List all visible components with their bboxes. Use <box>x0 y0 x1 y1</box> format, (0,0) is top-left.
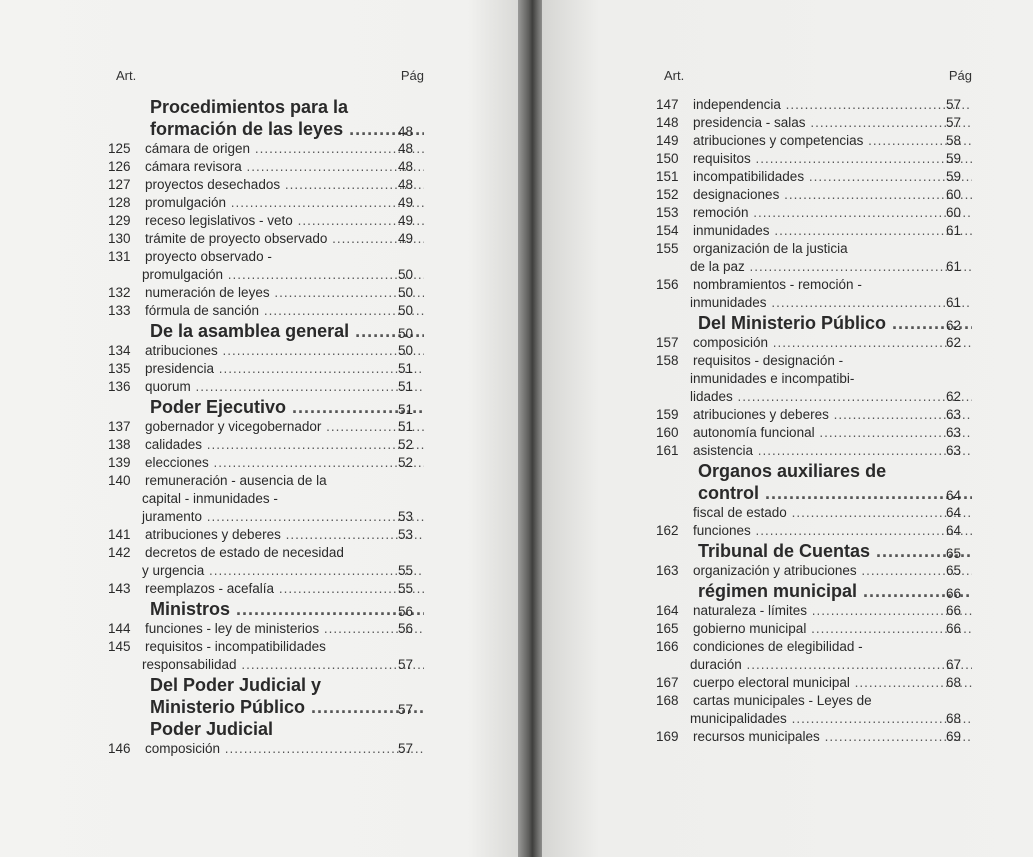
heading-text: Del Poder Judicial y <box>150 675 322 695</box>
index-entry <box>656 114 972 132</box>
index-entry <box>656 638 972 656</box>
index-entry <box>656 562 972 580</box>
page-number: 53 <box>398 509 414 524</box>
page-number: 57 <box>398 657 414 672</box>
page-number: 68 <box>946 675 962 690</box>
index-entry <box>108 158 424 176</box>
entry-text: cámara de origen ..... <box>108 140 424 158</box>
entry-text: presidencia ..... <box>108 360 424 378</box>
entry-text: reemplazos - acefalía ..... <box>108 580 424 598</box>
section-heading <box>656 460 972 482</box>
entry-text: elecciones ..... <box>108 454 424 472</box>
index-entry <box>108 212 424 230</box>
page-number: 59 <box>946 151 962 166</box>
heading-text: Del Ministerio Público ..... <box>656 312 972 334</box>
section-heading <box>108 674 424 696</box>
article-number: 157 <box>656 335 679 350</box>
section-heading <box>108 96 424 118</box>
entry-text: atribuciones y competencias ..... <box>656 132 972 150</box>
page-number: 52 <box>398 437 414 452</box>
section-heading <box>656 540 972 562</box>
index-entry-continuation <box>108 266 424 284</box>
article-number: 138 <box>108 437 131 452</box>
article-number: 145 <box>108 639 131 654</box>
index-entry-continuation <box>656 294 972 312</box>
entry-text: funciones ..... <box>656 522 972 540</box>
entry-text: presidencia - salas ..... <box>656 114 972 132</box>
article-number: 140 <box>108 473 131 488</box>
page-number: 61 <box>946 259 962 274</box>
entry-text: proyectos desechados ..... <box>108 176 424 194</box>
entry-text: decretos de estado de necesidad <box>145 545 344 560</box>
article-number: 168 <box>656 693 679 708</box>
index-entry <box>108 526 424 544</box>
section-heading <box>108 696 424 718</box>
section-heading <box>108 396 424 418</box>
index-entries <box>108 96 424 758</box>
page-number: 50 <box>398 267 414 282</box>
page-number: 50 <box>398 326 414 341</box>
page-number: 57 <box>946 115 962 130</box>
article-number: 130 <box>108 231 131 246</box>
page-number: 50 <box>398 343 414 358</box>
article-number: 133 <box>108 303 131 318</box>
section-heading <box>108 118 424 140</box>
index-entry-continuation <box>108 508 424 526</box>
article-number: 142 <box>108 545 131 560</box>
article-number: 134 <box>108 343 131 358</box>
entry-text: gobernador y vicegobernador ..... <box>108 418 424 436</box>
article-number: 137 <box>108 419 131 434</box>
index-entry <box>656 240 972 258</box>
left-index-column <box>108 68 424 758</box>
index-entry-continuation <box>656 370 972 388</box>
section-heading <box>108 598 424 620</box>
page-number: 65 <box>946 563 962 578</box>
page-number: 58 <box>946 133 962 148</box>
page-number: 48 <box>398 177 414 192</box>
page-number: 63 <box>946 407 962 422</box>
heading-text: Procedimientos para la <box>150 97 349 117</box>
heading-text: control ..... <box>656 482 972 504</box>
index-entry <box>108 472 424 490</box>
index-entry <box>108 436 424 454</box>
article-number: 156 <box>656 277 679 292</box>
index-entry-continuation <box>656 656 972 674</box>
entry-text: funciones - ley de ministerios ..... <box>108 620 424 638</box>
article-number: 165 <box>656 621 679 636</box>
page-number: 57 <box>946 97 962 112</box>
entry-text: cámara revisora ..... <box>108 158 424 176</box>
index-entry <box>108 638 424 656</box>
index-entry <box>656 150 972 168</box>
entry-text: asistencia ..... <box>656 442 972 460</box>
section-heading <box>656 580 972 602</box>
article-number: 161 <box>656 443 679 458</box>
entry-text: cartas municipales - Leyes de <box>693 693 872 708</box>
heading-text: Tribunal de Cuentas ..... <box>656 540 972 562</box>
entry-text: inmunidades ..... <box>656 294 972 312</box>
entry-text: duración ..... <box>656 656 972 674</box>
art-header: Art. <box>664 68 685 83</box>
article-number: 149 <box>656 133 679 148</box>
entry-text: inmunidades e incompatibi- <box>690 371 855 386</box>
entry-text: proyecto observado - <box>145 249 272 264</box>
article-number: 166 <box>656 639 679 654</box>
article-number: 169 <box>656 729 679 744</box>
page-number: 64 <box>946 505 962 520</box>
page-number: 64 <box>946 488 962 503</box>
entry-text: atribuciones ..... <box>108 342 424 360</box>
page-number: 48 <box>398 124 414 139</box>
page-number: 63 <box>946 425 962 440</box>
entry-text: promulgación ..... <box>108 194 424 212</box>
index-entry <box>108 740 424 758</box>
article-number: 128 <box>108 195 131 210</box>
entry-text: requisitos - incompatibilidades <box>145 639 326 654</box>
article-number: 148 <box>656 115 679 130</box>
index-entry <box>108 302 424 320</box>
heading-text: De la asamblea general ..... <box>108 320 424 342</box>
index-entry <box>656 424 972 442</box>
index-entry <box>108 342 424 360</box>
article-number: 162 <box>656 523 679 538</box>
index-entry <box>656 186 972 204</box>
index-entry <box>656 602 972 620</box>
article-number: 151 <box>656 169 679 184</box>
page-number: 68 <box>946 711 962 726</box>
entry-text: receso legislativos - veto ..... <box>108 212 424 230</box>
heading-text: Ministros ..... <box>108 598 424 620</box>
page-number: 65 <box>946 546 962 561</box>
page-number: 66 <box>946 586 962 601</box>
article-number: 147 <box>656 97 679 112</box>
page-number: 51 <box>398 419 414 434</box>
article-number: 126 <box>108 159 131 174</box>
entry-text: independencia ..... <box>656 96 972 114</box>
entry-text: autonomía funcional ..... <box>656 424 972 442</box>
index-entry <box>108 176 424 194</box>
index-entry <box>656 674 972 692</box>
page-number: 51 <box>398 361 414 376</box>
page-number: 60 <box>946 187 962 202</box>
page-number: 63 <box>946 443 962 458</box>
entry-text: recursos municipales ..... <box>656 728 972 746</box>
page-header: Pág <box>948 68 972 83</box>
page-number: 49 <box>398 213 414 228</box>
entry-text: de la paz ..... <box>656 258 972 276</box>
entry-text: calidades ..... <box>108 436 424 454</box>
article-number: 163 <box>656 563 679 578</box>
index-entry <box>656 352 972 370</box>
entry-text: gobierno municipal ..... <box>656 620 972 638</box>
article-number: 129 <box>108 213 131 228</box>
entry-text: remoción ..... <box>656 204 972 222</box>
page-number: 59 <box>946 169 962 184</box>
page-number: 55 <box>398 581 414 596</box>
page-number: 48 <box>398 141 414 156</box>
page-number: 62 <box>946 335 962 350</box>
article-number: 127 <box>108 177 131 192</box>
article-number: 150 <box>656 151 679 166</box>
article-number: 153 <box>656 205 679 220</box>
heading-text: Ministerio Público ..... <box>108 696 424 718</box>
index-entry <box>108 194 424 212</box>
section-heading <box>656 482 972 504</box>
page-number: 53 <box>398 527 414 542</box>
index-entry <box>656 406 972 424</box>
article-number: 143 <box>108 581 131 596</box>
heading-text: formación de las leyes ..... <box>108 118 424 140</box>
article-number: 155 <box>656 241 679 256</box>
index-entry <box>108 580 424 598</box>
entry-text: fiscal de estado ..... <box>656 504 972 522</box>
entry-text: atribuciones y deberes ..... <box>108 526 424 544</box>
index-entry-continuation <box>656 710 972 728</box>
entry-text: designaciones ..... <box>656 186 972 204</box>
page-number: 50 <box>398 285 414 300</box>
index-entry <box>108 620 424 638</box>
index-entry <box>656 442 972 460</box>
index-entry <box>656 96 972 114</box>
heading-text: Poder Judicial <box>150 719 274 739</box>
page-number: 52 <box>398 455 414 470</box>
article-number: 144 <box>108 621 131 636</box>
entry-text: organización y atribuciones ..... <box>656 562 972 580</box>
page-number: 48 <box>398 159 414 174</box>
article-number: 125 <box>108 141 131 156</box>
index-entry <box>108 248 424 266</box>
index-entry-continuation <box>656 388 972 406</box>
page-number: 66 <box>946 621 962 636</box>
article-number: 160 <box>656 425 679 440</box>
heading-text: régimen municipal ..... <box>656 580 972 602</box>
page-number: 61 <box>946 223 962 238</box>
page-number: 51 <box>398 402 414 417</box>
index-entry-continuation <box>656 258 972 276</box>
page-number: 49 <box>398 231 414 246</box>
entry-text: organización de la justicia <box>693 241 848 256</box>
index-entry <box>108 544 424 562</box>
index-entry <box>656 222 972 240</box>
entry-text: promulgación ..... <box>108 266 424 284</box>
index-entry <box>656 132 972 150</box>
page-number: 49 <box>398 195 414 210</box>
index-entry <box>656 692 972 710</box>
page-number: 56 <box>398 621 414 636</box>
index-entry <box>656 728 972 746</box>
entry-text: quorum ..... <box>108 378 424 396</box>
article-number: 135 <box>108 361 131 376</box>
entry-text: condiciones de elegibilidad - <box>693 639 863 654</box>
entry-text: requisitos ..... <box>656 150 972 168</box>
page-number: 69 <box>946 729 962 744</box>
article-number: 146 <box>108 741 131 756</box>
article-number: 152 <box>656 187 679 202</box>
art-header: Art. <box>116 68 137 83</box>
index-entry <box>108 140 424 158</box>
entry-text: numeración de leyes ..... <box>108 284 424 302</box>
entry-text: composición ..... <box>108 740 424 758</box>
entry-text: composición ..... <box>656 334 972 352</box>
page-number: 51 <box>398 379 414 394</box>
index-entry <box>656 204 972 222</box>
page-number: 57 <box>398 702 414 717</box>
section-heading <box>108 718 424 740</box>
page-number: 55 <box>398 563 414 578</box>
entry-text: remuneración - ausencia de la <box>145 473 327 488</box>
heading-text: Poder Ejecutivo ..... <box>108 396 424 418</box>
article-number: 132 <box>108 285 131 300</box>
entry-text: trámite de proyecto observado ..... <box>108 230 424 248</box>
entry-text: naturaleza - límites ..... <box>656 602 972 620</box>
index-entry-continuation <box>108 656 424 674</box>
index-entry-continuation <box>108 490 424 508</box>
page-number: 50 <box>398 303 414 318</box>
page-number: 64 <box>946 523 962 538</box>
page-number: 62 <box>946 318 962 333</box>
index-entry <box>108 418 424 436</box>
page-number: 66 <box>946 603 962 618</box>
right-index-column <box>656 68 972 746</box>
book-gutter <box>518 0 542 857</box>
entry-text: nombramientos - remoción - <box>693 277 862 292</box>
page-number: 57 <box>398 741 414 756</box>
index-entry <box>108 230 424 248</box>
index-entries <box>656 96 972 746</box>
article-number: 139 <box>108 455 131 470</box>
index-entry <box>656 334 972 352</box>
article-number: 131 <box>108 249 131 264</box>
entry-text: incompatibilidades ..... <box>656 168 972 186</box>
entry-text: capital - inmunidades - <box>142 491 278 506</box>
entry-text: y urgencia ..... <box>108 562 424 580</box>
page-number: 56 <box>398 604 414 619</box>
entry-text: juramento ..... <box>108 508 424 526</box>
index-entry <box>108 454 424 472</box>
index-entry <box>656 620 972 638</box>
article-number: 158 <box>656 353 679 368</box>
entry-text: lidades ..... <box>656 388 972 406</box>
index-entry <box>656 504 972 522</box>
article-number: 164 <box>656 603 679 618</box>
article-number: 154 <box>656 223 679 238</box>
index-entry <box>108 360 424 378</box>
entry-text: responsabilidad ..... <box>108 656 424 674</box>
article-number: 159 <box>656 407 679 422</box>
index-entry <box>108 284 424 302</box>
index-entry <box>108 378 424 396</box>
index-entry <box>656 168 972 186</box>
page-number: 62 <box>946 389 962 404</box>
heading-text: Organos auxiliares de <box>698 461 887 481</box>
article-number: 136 <box>108 379 131 394</box>
section-heading <box>656 312 972 334</box>
article-number: 167 <box>656 675 679 690</box>
index-entry-continuation <box>108 562 424 580</box>
column-header <box>656 68 972 88</box>
article-number: 141 <box>108 527 131 542</box>
page-header: Pág <box>400 68 424 83</box>
section-heading <box>108 320 424 342</box>
page-number: 60 <box>946 205 962 220</box>
entry-text: municipalidades ..... <box>656 710 972 728</box>
page-number: 61 <box>946 295 962 310</box>
entry-text: fórmula de sanción ..... <box>108 302 424 320</box>
column-header <box>108 68 424 88</box>
entry-text: inmunidades ..... <box>656 222 972 240</box>
index-entry <box>656 522 972 540</box>
entry-text: requisitos - designación - <box>693 353 844 368</box>
entry-text: atribuciones y deberes ..... <box>656 406 972 424</box>
index-entry <box>656 276 972 294</box>
entry-text: cuerpo electoral municipal ..... <box>656 674 972 692</box>
page-number: 67 <box>946 657 962 672</box>
